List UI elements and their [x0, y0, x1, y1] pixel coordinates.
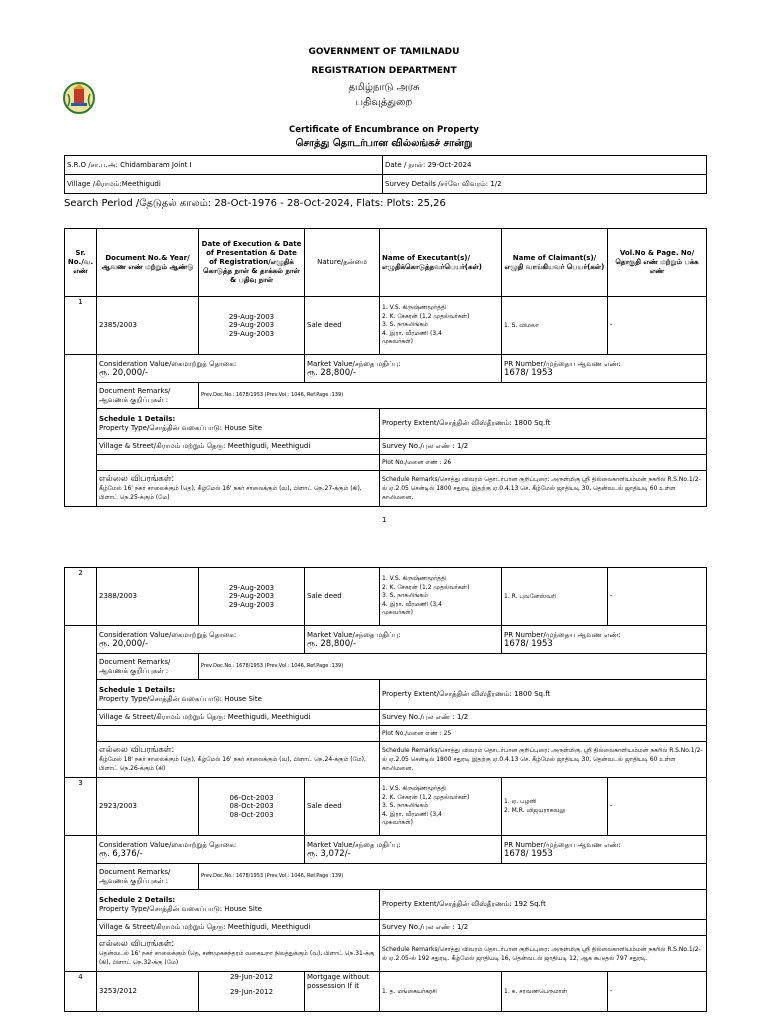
plot-no: Plot No./மனை எண் : 26 — [380, 455, 707, 471]
header-gov-en: GOVERNMENT OF TAMILNADU — [308, 47, 460, 57]
table-row — [65, 297, 707, 355]
table-row: Schedule 2 Details: Property Type/சொத்தின் வகைப்பாடு: House Site Property Extent/சொத்தின் விஸ்தீரணம்: 192 Sq.ft — [65, 890, 707, 920]
entry-executants: 1. V.S. கிருஷ்ணமூர்த்தி 2. K. சேகரன் (1,2 முதல்வர்கள்) 3. S. நாகலிங்கம் 4. இரா. வீரமணி (3,4 முகவர்கள்) — [380, 568, 502, 626]
entry-vol: - — [608, 568, 707, 626]
consideration-value: ரூ. 20,000/- — [99, 638, 149, 649]
survey-cell: Survey Details /சர்வே விவரம்: 1/2 — [383, 175, 707, 194]
schedule-remarks: Schedule Remarks/சொத்து விவரம் தொடர்பான குறிப்புரை: அருள்மிகு ஸ்ரீ தில்லைகாளியம்மன் நகரில் R.S.No.1/2-ல் ஏ.2.05-ல் 192 சதுரடி. கீழ்மேல் ஜாதியடி 16, தென்வடல் ஜாதியடி 12, ஆக கூடுதல் 797 சதுரடி. — [380, 936, 707, 972]
boundary-text: கீழ்மேல் 16' நகர் சாலைக்கும் (தெ), கீழ்மேல் 16' நகர் சாலைக்கும் (வ), பிளாட் நெ.27-க்கும் (கி), பிளாட் நெ.25-க்கும் (மே) — [99, 485, 362, 501]
entry-doc: 2923/2003 — [97, 778, 199, 836]
encumbrance-table-2 — [64, 567, 707, 1012]
table-row: Schedule 1 Details: Property Type/சொத்தின் வகைப்பாடு: House Site Property Extent/சொத்தின் விஸ்தீரணம்: 1800 Sq.ft — [65, 680, 707, 710]
entry-dates: 29-Aug-2003 29-Aug-2003 29-Aug-2003 — [199, 568, 305, 626]
pr-number: 1678/ 1953 — [504, 848, 553, 859]
table-row: Village & Street/கிராமம் மற்றும் தெரு: Meethigudi, Meethigudi Survey No./புல எண் : 1/2 — [65, 920, 707, 936]
table-row: Consideration Value/கைமாற்றுத் தொகை: ரூ. 20,000/- Market Value/சந்தை மதிப்பு: ரூ. 28,800/- PR Number/முந்தைய ஆவண எண்: 1678/ 1953 — [65, 626, 707, 654]
header-gov-ta: தமிழ்நாடு அரசு — [348, 82, 420, 93]
header-cert-ta: சொத்து தொடர்பான வில்லங்கச் சான்று — [295, 138, 473, 149]
market-value: ரூ. 28,800/- — [307, 367, 357, 378]
table-row: Village & Street/கிராமம் மற்றும் தெரு: Meethigudi, Meethigudi Survey No./புல எண் : 1/2 — [65, 710, 707, 726]
table-row: Consideration Value/கைமாற்றுத் தொகை: ரூ. 20,000/- Market Value/சந்தை மதிப்பு: ரூ. 28,800/- PR Number/முந்தைய ஆவண எண்: 1678/ 1953 — [65, 355, 707, 383]
sro-cell: S.R.O /சா.ப.அ: Chidambaram Joint I — [65, 156, 383, 175]
market-value: ரூ. 28,800/- — [307, 638, 357, 649]
table-row — [65, 568, 707, 626]
col-sr: Sr. No./வ. எண் — [65, 229, 97, 297]
remarks-label: Document Remarks/ ஆவணக் குறிப்புகள் : — [97, 383, 199, 409]
page-number: 1 — [382, 516, 387, 524]
table-row: Village & Street/கிராமம் மற்றும் தெரு: Meethigudi, Meethigudi Survey No./புல எண் : 1/2 — [65, 439, 707, 455]
schedule-remarks: Schedule Remarks/சொத்து விவரம் தொடர்பான குறிப்புரை: அருள்மிகு. ஸ்ரீ தில்லைகாளியம்மன் நகரில் R.S.No.1/2-ல் ஏ.2.05 சென்டில் 1800 சதுரடி இதற்கு ஏ.0.4.13 செ. கீழ்மேல் ஜாதியடி 30, தென்வடல் ஜாதியடி 60 உள்ள காலிமனை. — [380, 742, 707, 778]
property-extent: 192 Sq.ft — [514, 900, 546, 908]
table-row: எல்லை விபரங்கள்: தென்வடல் 16' நகர் சாலைக்கும் (தெ, சண்முகசுந்தரம் வகையறா நிலத்துக்கும் (வ), பிளாட் நெ.31-க்கு (கி), பிளாட் நெ.32-க்கு (மே) Schedule Remarks/சொத்து விவரம் தொடர்பான குறிப்புரை: அருள்மிகு ஸ்ரீ தில்லைகாளியம்மன் நகரில் R.S.No.1/2-ல் ஏ.2.05-ல் 192 சதுரடி. கீழ்மேல் ஜாதியடி 16, தென்வடல் ஜாதியடி 12, ஆக கூடுதல் 797 சதுரடி. — [65, 936, 707, 972]
property-extent: 1800 Sq.ft — [514, 419, 551, 427]
encumbrance-table-1 — [64, 228, 707, 507]
remarks-value: Prev.Doc.No.: 1678/1953 (Prev.Vol.: 1046, Ref.Page :139) — [199, 654, 707, 680]
consideration-value: ரூ. 6,376/- — [99, 848, 143, 859]
entry-dates: 06-Oct-2003 08-Oct-2003 08-Oct-2003 — [199, 778, 305, 836]
entry-vol: - — [608, 297, 707, 355]
market-value: ரூ. 3,072/- — [307, 848, 351, 859]
consideration-value: ரூ. 20,000/- — [99, 367, 149, 378]
table-row — [65, 972, 707, 1012]
table-row: எல்லை விபரங்கள்: கீழ்மேல் 18' நகர் சாலைக்கும் (தெ), கீழ்மேல் 16' நகர் சாலைக்கும் (வ), பிளாட் நெ.24-க்கும் (மே), பிளாட் நெ.26-க்கும் (கி) Schedule Remarks/சொத்து விவரம் தொடர்பான குறிப்புரை: அருள்மிகு. ஸ்ரீ தில்லைகாளியம்மன் நகரில் R.S.No.1/2-ல் ஏ.2.05 சென்டில் 1800 சதுரடி இதற்கு ஏ.0.4.13 செ. கீழ்மேல் ஜாதியடி 30, தென்வடல் ஜாதியடி 60 உள்ள காலிமனை. — [65, 742, 707, 778]
entry-sr: 4 — [65, 972, 97, 1012]
boundary-text: தென்வடல் 16' நகர் சாலைக்கும் (தெ, சண்முகசுந்தரம் வகையறா நிலத்துக்கும் (வ), பிளாட் நெ.31-க்கு (கி), பிளாட் நெ.32-க்கு (மே) — [99, 950, 375, 966]
entry-vol: - — [608, 972, 707, 1012]
remarks-value: Prev.Doc.No.: 1678/1953 (Prev.Vol.: 1046, Ref.Page :139) — [199, 383, 707, 409]
info-table — [64, 155, 707, 194]
entry-executants: 1. V.S. கிருஷ்ணமூர்த்தி 2. K. சேகரன் (1,2 முதல்வர்கள்) 3. S. நாகலிங்கம் 4. இரா. வீரமணி (3,4 முகவர்கள்) — [380, 297, 502, 355]
entry-sr: 2 — [65, 568, 97, 626]
search-period: Search Period /தேடுதல் காலம்: 28-Oct-1976 - 28-Oct-2024, Flats: Plots: 25,26 — [64, 198, 446, 209]
table-row — [65, 383, 707, 409]
tamilnadu-emblem-icon — [62, 82, 96, 114]
col-dates: Date of Execution & Date of Presentation & Date of Registration/எழுதிக் கொடுத்த நாள் & தாக்கல் நாள் & பதிவு நாள் — [199, 229, 305, 297]
table-row: Consideration Value/கைமாற்றுத் தொகை: ரூ. 6,376/- Market Value/சந்தை மதிப்பு: ரூ. 3,072/- PR Number/முந்தைய ஆவண எண்: 1678/ 1953 — [65, 836, 707, 864]
col-nature: Nature/தன்மை — [305, 229, 380, 297]
table-row — [65, 864, 707, 890]
property-extent: 1800 Sq.ft — [514, 690, 551, 698]
header-dept-ta: பதிவுத்துறை — [355, 97, 413, 108]
entry-nature: Sale deed — [305, 568, 380, 626]
table-header-row — [65, 229, 707, 297]
entry-doc: 3253/2012 — [97, 972, 199, 1012]
entry-claimants: 1. க. சரவணபெருமாள் — [502, 972, 608, 1012]
entry-claimants: 1. R. புவனேஸ்வரி — [502, 568, 608, 626]
col-doc: Document No.& Year/ ஆவண எண் மற்றும் ஆண்டு — [97, 229, 199, 297]
entry-nature: Sale deed — [305, 297, 380, 355]
entry-nature: Sale deed — [305, 778, 380, 836]
entry-doc: 2385/2003 — [97, 297, 199, 355]
remarks-label: Document Remarks/ ஆவணக் குறிப்புகள் : — [97, 654, 199, 680]
table-row — [65, 654, 707, 680]
boundary-text: கீழ்மேல் 18' நகர் சாலைக்கும் (தெ), கீழ்மேல் 16' நகர் சாலைக்கும் (வ), பிளாட் நெ.24-க்கும் (மே), பிளாட் நெ.26-க்கும் (கி) — [99, 756, 366, 772]
entry-sr: 1 — [65, 297, 97, 355]
date-cell: Date / நாள்: 29-Oct-2024 — [383, 156, 707, 175]
village-cell: Village /கிராமம்:Meethigudi — [65, 175, 383, 194]
table-row: Schedule 1 Details: Property Type/சொத்தின் வகைப்பாடு: House Site Property Extent/சொத்தின் விஸ்தீரணம்: 1800 Sq.ft — [65, 409, 707, 439]
entry-vol: - — [608, 778, 707, 836]
remarks-value: Prev.Doc.No.: 1678/1953 (Prev.Vol.: 1046, Ref.Page :139) — [199, 864, 707, 890]
table-row — [65, 455, 707, 471]
remarks-label: Document Remarks/ ஆவணக் குறிப்புகள் : — [97, 864, 199, 890]
entry-doc: 2388/2003 — [97, 568, 199, 626]
entry-claimants: 1. S. விமலா — [502, 297, 608, 355]
col-vol: Vol.No & Page. No/ தொகுதி எண் மற்றும் பக்க எண் — [608, 229, 707, 297]
col-executant: Name of Executant(s)/ எழுதிக்கொடுத்தவர்பெயர்(கள்) — [380, 229, 502, 297]
header-dept-en: REGISTRATION DEPARTMENT — [311, 66, 457, 76]
entry-executants: 1. V.S. கிருஷ்ணமூர்த்தி 2. K. சேகரன் (1,2 முதல்வர்கள்) 3. S. நாகலிங்கம் 4. இரா. வீரமணி (3,4 முகவர்கள்) — [380, 778, 502, 836]
col-claimant: Name of Claimant(s)/ எழுதி வாங்கியவர் பெயர்(கள்) — [502, 229, 608, 297]
table-row — [65, 726, 707, 742]
entry-claimants: 1. ஏ. பழனி 2. M.R. விஜயராகவலு — [502, 778, 608, 836]
entry-executants: 1. த. மங்கையர்கரசி — [380, 972, 502, 1012]
header-cert-en: Certificate of Encumbrance on Property — [289, 125, 479, 135]
entry-dates: 29-Jun-2012 29-Jun-2012 — [199, 972, 305, 1012]
table-row — [65, 778, 707, 836]
entry-dates: 29-Aug-2003 29-Aug-2003 29-Aug-2003 — [199, 297, 305, 355]
pr-number: 1678/ 1953 — [504, 638, 553, 649]
entry-sr: 3 — [65, 778, 97, 836]
entry-nature: Mortgage without possession If it — [305, 972, 380, 1012]
table-row: எல்லை விபரங்கள்: கீழ்மேல் 16' நகர் சாலைக்கும் (தெ), கீழ்மேல் 16' நகர் சாலைக்கும் (வ), பிளாட் நெ.27-க்கும் (கி), பிளாட் நெ.25-க்கும் (மே) Schedule Remarks/சொத்து விவரம் தொடர்பான குறிப்புரை: அருள்மிகு ஸ்ரீ தில்லைகாளியம்மன் நகரில் R.S.No.1/2-ல் ஏ.2.05 சென்டில் 1800 சதுரடி இதற்கு ஏ.0.4.13 செ. கீழ்மேல் ஜாதியடி 30, தென்வடல் ஜாதியடி 60 உள்ள காலிமனை. — [65, 471, 707, 507]
pr-number: 1678/ 1953 — [504, 367, 553, 378]
plot-no: Plot No./மனை எண் : 25 — [380, 726, 707, 742]
schedule-remarks: Schedule Remarks/சொத்து விவரம் தொடர்பான குறிப்புரை: அருள்மிகு ஸ்ரீ தில்லைகாளியம்மன் நகரில் R.S.No.1/2-ல் ஏ.2.05 சென்டில் 1800 சதுரடி இதற்கு ஏ.0.4.13 செ. கீழ்மேல் ஜாதியடி 30, தென்வடல் ஜாதியடி 60 உள்ள காலிமனை. — [380, 471, 707, 507]
